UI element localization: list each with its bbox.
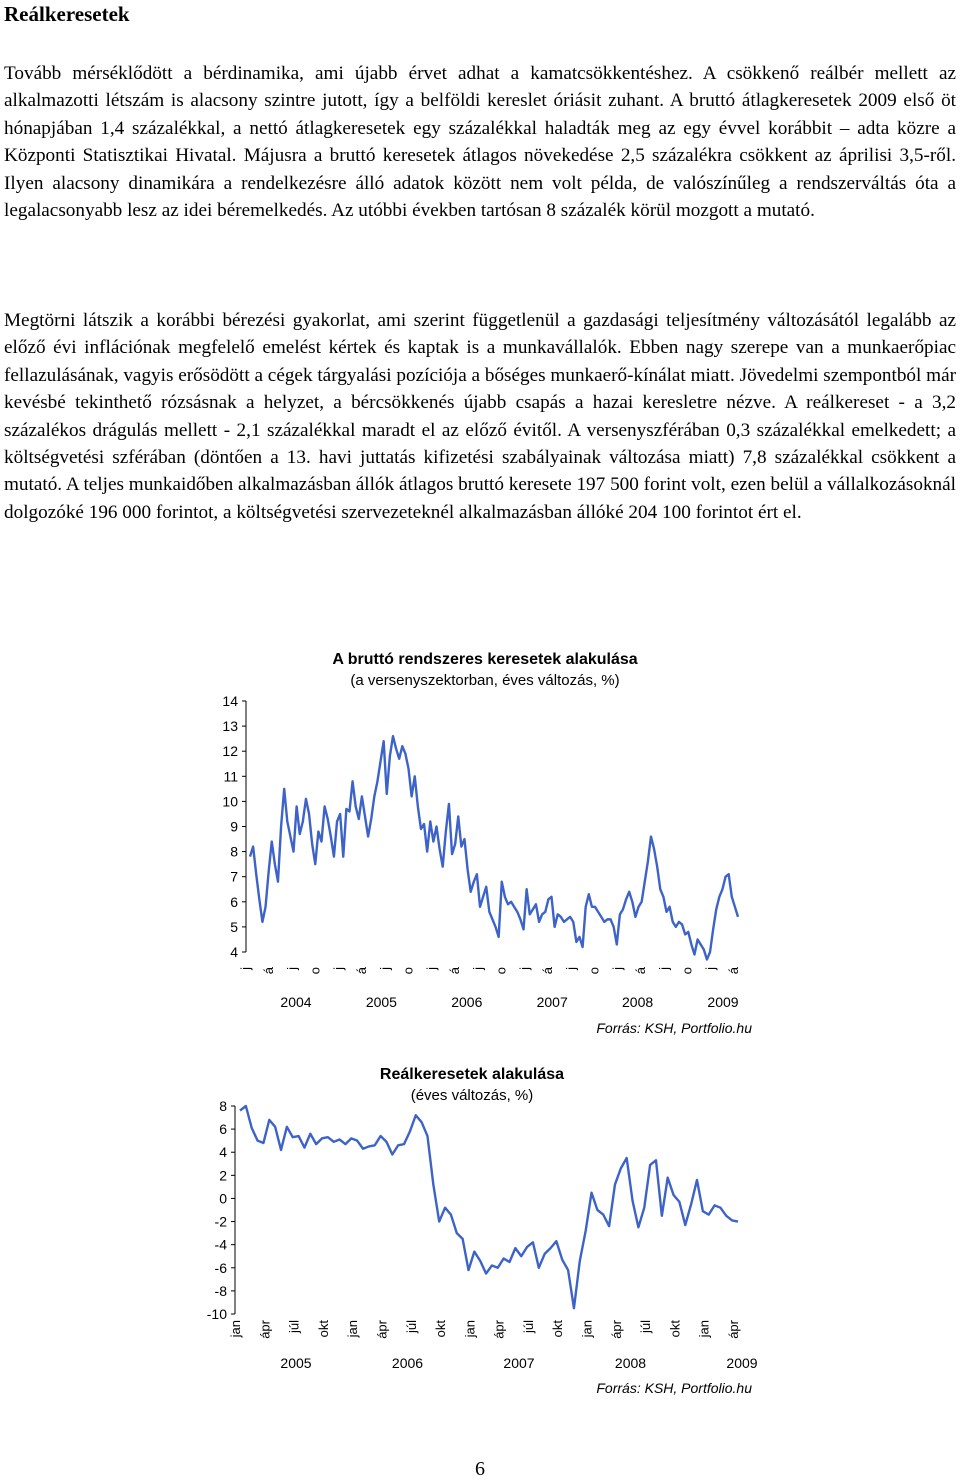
x-month-label: á	[447, 967, 463, 975]
paragraph-2: Megtörni látszik a korábbi bérezési gyakorlat, ami szerint függetlenül a gazdasági teljesítmény változásától legalább az előző évi inflációnak megfelelő emelést kértek és kaptak is a munkavállalók. Ebben nagy szerepe van a munkaerőpiac fellazulásának, vagyis erősödött a cégek tárgyalási pozíciója a bőséges munkaerő-kínálat miatt. Jövedelmi szempontból már kevésbé tekinthető rózsásnak a helyzet, a bércsökkenés újabb csapás a hazai keresletre nézve. A reálkereset - a 3,2 százalékos drágulás mellett - 2,1 százalékkal maradt el az előző évitől. A versenyszférában 0,3 százalékkal emelkedett; a költségvetési szférában (döntően a 13. havi juttatás kifizetési szabályainak változása miatt) 7,8 százalékkal csökkent a mutató. A teljes munkaidőben alkalmazásban állók átlagos bruttó keresete 197 500 forint volt, ezen belül a vállalkozásoknál dolgozóké 196 000 forintot, a költségvetési szervezeteknél alkalmazásban állóké 204 100 forintot ért el.	[4, 310, 956, 523]
chart-title: Reálkeresetek alakulása	[379, 1066, 565, 1083]
x-month-label: j	[656, 967, 672, 970]
x-year-label: 2006	[451, 994, 483, 1010]
x-year-label: 2009	[707, 994, 739, 1010]
x-month-label: j	[516, 967, 532, 970]
x-month-label: á	[354, 967, 370, 975]
chart-title: A bruttó rendszeres keresetek alakulása	[332, 651, 638, 668]
y-tick-label: 13	[222, 718, 238, 735]
y-axis	[222, 693, 246, 960]
x-month-label: júl	[520, 1320, 536, 1334]
chart-source: Forrás: KSH, Portfolio.hu	[596, 1380, 752, 1396]
x-month-label: júl	[286, 1320, 302, 1334]
x-month-label: júl	[403, 1320, 419, 1334]
series-line	[240, 1106, 738, 1308]
x-month-label: á	[726, 967, 741, 975]
y-tick-label: 5	[230, 918, 238, 935]
y-tick-label: 7	[230, 868, 238, 885]
y-tick-label: -4	[214, 1236, 227, 1253]
y-tick-label: 9	[230, 818, 238, 835]
x-month-label: á	[261, 967, 277, 975]
y-tick-label: -10	[206, 1306, 227, 1322]
x-month-label: júl	[638, 1320, 654, 1334]
y-tick-label: 12	[222, 743, 238, 760]
section-heading: Reálkeresetek	[4, 2, 130, 26]
y-tick-label: 4	[230, 944, 238, 960]
x-axis-month-labels	[238, 966, 741, 974]
x-month-label: á	[633, 967, 649, 975]
x-year-label: 2005	[280, 1355, 312, 1371]
chart-subtitle: (éves változás, %)	[410, 1087, 534, 1104]
x-month-label: jan	[345, 1320, 361, 1338]
x-year-label: 2007	[503, 1355, 535, 1371]
x-axis-year-labels	[280, 1355, 757, 1371]
y-tick-label: 2	[219, 1167, 227, 1184]
x-month-label: jan	[579, 1320, 595, 1338]
x-month-label: j	[423, 967, 439, 970]
y-tick-label: 11	[223, 768, 238, 785]
y-tick-label: -2	[214, 1213, 227, 1230]
x-month-label: ápr	[608, 1320, 624, 1339]
y-tick-label: 6	[230, 893, 238, 910]
x-year-label: 2004	[280, 994, 312, 1010]
x-month-label: okt	[315, 1320, 331, 1338]
x-month-label: o	[586, 967, 602, 975]
chart-subtitle: (a versenyszektorban, éves változás, %)	[350, 672, 620, 689]
y-tick-label: -8	[214, 1282, 227, 1299]
x-month-label: j	[377, 967, 393, 970]
y-tick-label: 6	[219, 1121, 227, 1138]
y-tick-label: 14	[222, 693, 238, 709]
x-year-label: 2009	[726, 1355, 758, 1371]
x-month-label: á	[540, 967, 556, 975]
x-year-label: 2008	[622, 994, 654, 1010]
x-month-label: j	[563, 967, 579, 970]
x-month-label: j	[330, 967, 346, 970]
plot-area	[250, 736, 738, 959]
x-month-label: jan	[462, 1320, 478, 1338]
y-tick-label: 10	[222, 793, 238, 810]
real-earnings-chart	[0, 1060, 960, 1400]
y-tick-label: -6	[214, 1259, 227, 1276]
y-axis	[207, 1098, 235, 1322]
x-month-label: o	[400, 967, 416, 975]
y-tick-label: 8	[230, 843, 238, 860]
x-month-label: ápr	[374, 1320, 390, 1339]
x-month-label: j	[702, 967, 718, 970]
x-axis-year-labels	[280, 994, 738, 1010]
x-year-label: 2006	[391, 1355, 424, 1371]
x-month-label: j	[609, 967, 625, 970]
x-month-label: okt	[433, 1320, 449, 1338]
x-month-label: okt	[667, 1320, 683, 1338]
x-year-label: 2008	[614, 1355, 647, 1371]
plot-area	[240, 1106, 738, 1308]
x-month-label: ápr	[726, 1320, 741, 1339]
x-axis-month-labels	[228, 1319, 741, 1338]
gross-earnings-chart	[0, 640, 960, 1040]
paragraph-1: Tovább mérséklődött a bérdinamika, ami újabb érvet adhat a kamatcsökkentéshez. A csökkenő reálbér mellett az alkalmazotti létszám is alacsony szintre jutott, így a belföldi kereslet óriásit zuhant. A bruttó átlagkeresetek 2009 első öt hónapjában 1,4 százalékkal, a nettó átlagkeresetek egy százalékkal haladták meg az egy évvel korábbit – adta közre a Központi Statisztikai Hivatal. Májusra a bruttó keresetek átlagos növekedése 2,5 százalékra csökkent az áprilisi 3,5-ről. Ilyen alacsony dinamikára a rendelkezésre álló adatok között nem volt példa, de valószínűleg a rendszerváltás óta a legalacsonyabb lesz az idei béremelkedés. Az utóbbi években tartósan 8 százalék körül mozgott a mutató.	[4, 63, 956, 222]
x-month-label: j	[284, 967, 300, 970]
x-month-label: j	[470, 967, 486, 970]
x-month-label: ápr	[491, 1320, 507, 1339]
y-tick-label: 0	[219, 1190, 227, 1207]
x-year-label: 2005	[365, 994, 397, 1010]
x-month-label: o	[679, 967, 695, 975]
y-tick-label: 4	[219, 1144, 227, 1161]
series-line	[250, 736, 738, 959]
page-number: 6	[475, 1458, 485, 1480]
y-tick-label: 8	[219, 1098, 227, 1114]
x-month-label: jan	[228, 1320, 243, 1338]
x-month-label: o	[493, 967, 509, 975]
x-month-label: okt	[550, 1320, 566, 1338]
x-month-label: o	[307, 967, 323, 975]
x-month-label: j	[238, 967, 253, 970]
x-month-label: ápr	[257, 1320, 273, 1339]
chart-source: Forrás: KSH, Portfolio.hu	[596, 1020, 752, 1036]
x-month-label: jan	[696, 1320, 712, 1338]
x-year-label: 2007	[536, 994, 568, 1010]
